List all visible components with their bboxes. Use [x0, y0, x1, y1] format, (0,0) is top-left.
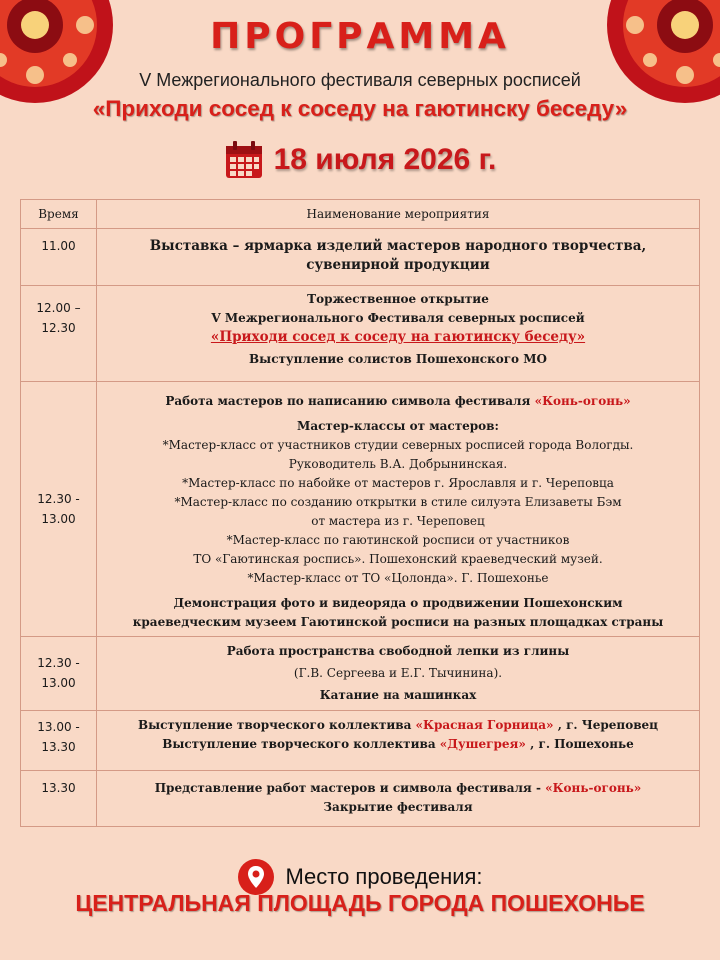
table-row [21, 382, 700, 637]
column-header-time: Время [21, 200, 97, 229]
row-time: 13.30 [21, 771, 97, 827]
date-row [0, 140, 720, 180]
festival-symbol: «Конь-огонь» [534, 394, 631, 408]
event-line: Выступление солистов Пошехонского МО [249, 352, 547, 366]
row-event [97, 711, 700, 771]
event-line: Торжественное открытие [307, 292, 489, 306]
masterclass-line: *Мастер-класс по гаютинской росписи от участников [226, 533, 570, 547]
event-line: Представление работ мастеров и символа фестиваля - [154, 781, 546, 795]
row-event [97, 637, 700, 711]
masterclass-line: *Мастер-класс от ТО «Цолонда». Г. Пошехонье [247, 571, 549, 585]
festival-name: «Приходи сосед к соседу на гаютинску беседу» [92, 96, 628, 121]
table-row [21, 711, 700, 771]
festival-subtitle: V Межрегионального фестиваля северных росписей [139, 70, 581, 90]
masterclass-line: *Мастер-класс от участников студии северных росписей города Вологды. [162, 438, 634, 452]
masterclass-header: Мастер-классы от мастеров: [297, 419, 499, 433]
row-event [97, 771, 700, 827]
event-date: 18 июля 2026 г. [273, 143, 497, 176]
festival-symbol: «Конь-огонь» [545, 781, 642, 795]
ensemble-city: , г. Череповец [553, 718, 659, 732]
program-table [20, 199, 700, 827]
ensemble-name: «Душегрея» [439, 737, 526, 751]
table-row [21, 229, 700, 286]
table-row [21, 637, 700, 711]
row-event [97, 382, 700, 637]
ensemble-city: , г. Пошехонье [525, 737, 634, 751]
table-header-row [21, 200, 700, 229]
table-row [21, 286, 700, 382]
row-event [97, 286, 700, 382]
demo-line: Демонстрация фото и видеоряда о продвижении Пошехонским [173, 596, 623, 610]
event-line: (Г.В. Сергеева и Е.Г. Тычинина). [293, 666, 503, 680]
ensemble-name: «Красная Горница» [415, 718, 554, 732]
masterclass-line: *Мастер-класс по набойке от мастеров г. Ярославля и г. Череповца [182, 476, 614, 490]
row-time: 12.00 – 12.30 [21, 286, 97, 382]
event-line: V Межрегионального Фестиваля северных росписей [211, 311, 585, 325]
row-time: 11.00 [21, 229, 97, 286]
demo-line: краеведческим музеем Гаютинской росписи на разных площадках страны [132, 615, 664, 629]
table-row [21, 771, 700, 827]
page-title: ПРОГРАММА [210, 16, 510, 57]
event-line: Закрытие фестиваля [323, 800, 473, 814]
row-time: 12.30 - 13.00 [21, 637, 97, 711]
masterclass-line: *Мастер-класс по созданию открытки в стиле силуэта Елизаветы Бэм [174, 495, 622, 509]
event-line: сувенирной продукции [306, 257, 490, 273]
column-header-event: Наименование мероприятия [97, 200, 700, 229]
event-line: Работа мастеров по написанию символа фестиваля [165, 394, 535, 408]
event-line: Выступление творческого коллектива [162, 737, 440, 751]
event-line: Выставка – ярмарка изделий мастеров народного творчества, [149, 238, 647, 254]
row-time: 12.30 - 13.00 [21, 382, 97, 637]
row-time: 13.00 - 13.30 [21, 711, 97, 771]
masterclass-line: Руководитель В.А. Добрынинская. [288, 457, 508, 471]
masterclass-line: от мастера из г. Череповец [311, 514, 485, 528]
event-line: Работа пространства свободной лепки из глины [226, 644, 570, 658]
event-line: Выступление творческого коллектива [137, 718, 416, 732]
event-line: Катание на машинках [319, 688, 477, 702]
venue-name: ЦЕНТРАЛЬНАЯ ПЛОЩАДЬ ГОРОДА ПОШЕХОНЬЕ [75, 890, 645, 916]
calendar-icon [224, 140, 264, 180]
venue-label: Место проведения: [285, 864, 483, 889]
row-event [97, 229, 700, 286]
festival-name-link: «Приходи сосед к соседу на гаютинску беседу» [210, 329, 586, 345]
masterclass-line: ТО «Гаютинская роспись». Пошехонский краеведческий музей. [193, 552, 603, 566]
